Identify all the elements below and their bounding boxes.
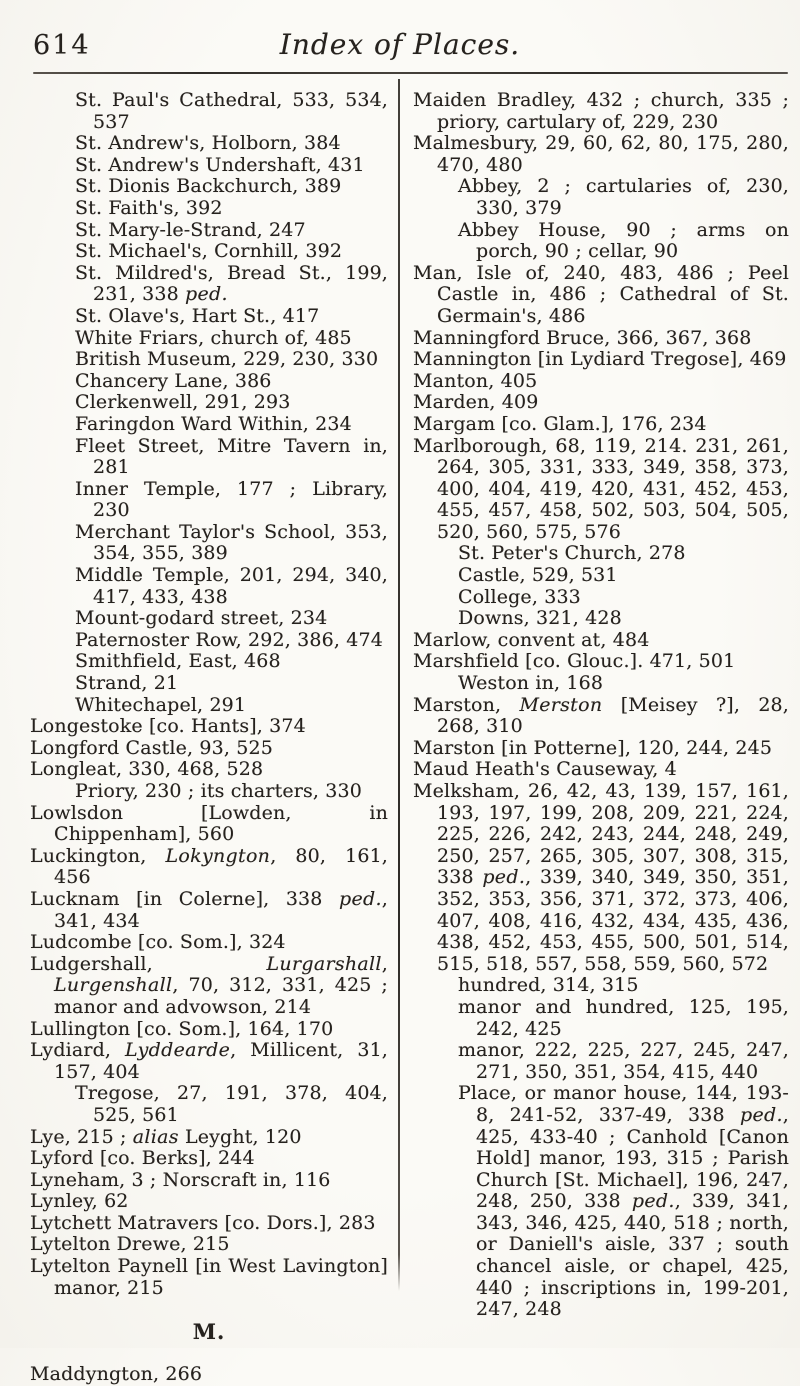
index-entry: St. Faith's, 392 (75, 196, 223, 219)
index-entry: Whitechapel, 291 (75, 693, 247, 716)
index-entry: Longford Castle, 93, 525 (30, 736, 273, 759)
index-entry: St. Paul's Cathedral, 533, 534, 537 (75, 89, 388, 133)
index-entry: Weston in, 168 (458, 672, 604, 695)
index-entry: White Friars, church of, 485 (75, 326, 352, 349)
index-entry: Lytelton Drewe, 215 (30, 1233, 230, 1256)
index-entry: Tregose, 27, 191, 378, 404, 525, 561 (75, 1082, 388, 1126)
index-column-right (413, 90, 789, 1321)
index-entry: Ludgershall, Lurgarshall, Lurgenshall, 70, 312, 331, 425 ; manor and advowson, 214 (30, 952, 388, 1018)
index-entry: Lucknam [in Colerne], 338 ped., 341, 434 (30, 887, 388, 932)
index-entry: Lye, 215 ; alias Leyght, 120 (30, 1125, 302, 1148)
index-entry: College, 333 (458, 585, 581, 608)
index-entry: Inner Temple, 177 ; Library, 230 (75, 477, 388, 522)
index-entry: Castle, 529, 531 (458, 564, 618, 587)
index-entry: Clerkenwell, 291, 293 (75, 391, 291, 414)
index-entry: Margam [co. Glam.], 176, 234 (413, 412, 707, 435)
page-number: 614 (33, 30, 91, 61)
index-column-left (30, 90, 388, 1386)
index-entry: St. Michael's, Cornhill, 392 (75, 240, 343, 263)
index-entry: Maud Heath's Causeway, 4 (413, 758, 677, 781)
index-entry: Longleat, 330, 468, 528 (30, 758, 264, 781)
index-entry: Lytelton Paynell [in West Lavington] manor, 215 (30, 1255, 388, 1299)
index-entry: Malmesbury, 29, 60, 62, 80, 175, 280, 470, 480 (413, 132, 789, 176)
index-entry: Abbey House, 90 ; arms on porch, 90 ; cellar, 90 (458, 218, 789, 263)
page-title: Index of Places. (279, 28, 521, 61)
index-entry: Marston, Merston [Meisey ?], 28, 268, 310 (413, 693, 789, 738)
index-entry: Marston [in Potterne], 120, 244, 245 (413, 736, 773, 759)
index-entry: Mount-godard street, 234 (75, 607, 328, 630)
index-entry: Lowlsdon [Lowden, in Chippenham], 560 (30, 801, 388, 846)
header-rule (33, 72, 788, 74)
index-entry: St. Mary-le-Strand, 247 (75, 218, 306, 241)
letter-heading: M. (192, 1319, 226, 1345)
column-divider (398, 79, 400, 1291)
index-entry: St. Dionis Backchurch, 389 (75, 175, 342, 198)
index-entry: Melksham, 26, 42, 43, 139, 157, 161, 193, 197, 199, 208, 209, 221, 224, 225, 226, 242, 243, 244, 248, 249, 250, 257, 265, 305, 307, 308, 315, 338 ped., 339, 340, 349, 350, 351, 352, 353, 356, 371, 372, 373, 406, 407, 408, 416, 432, 434, 435, 436, 438, 452, 453, 455, 500, 501, 514, 515, 518, 557, 558, 559, 560, 572 (413, 780, 789, 975)
index-entry: St. Andrew's, Holborn, 384 (75, 132, 341, 155)
index-entry: Middle Temple, 201, 294, 340, 417, 433, 438 (75, 564, 388, 608)
index-entry: Marlow, convent at, 484 (413, 628, 650, 651)
index-entry: Smithfield, East, 468 (75, 650, 281, 673)
index-entry: Place, or manor house, 144, 193-8, 241-52, 337-49, 338 ped., 425, 433-40 ; Canhold [Canon Hold] manor, 193, 315 ; Parish Church [St. Michael], 196, 247, 248, 250, 338 ped., 339, 341, 343, 346, 425, 440, 518 ; north, or Daniell's aisle, 337 ; south chancel aisle, or chapel, 425, 440 ; inscriptions in, 199-201, 247, 248 (458, 1082, 789, 1321)
index-entry: Lullington [co. Som.], 164, 170 (30, 1017, 334, 1040)
index-entry: St. Andrew's Undershaft, 431 (75, 153, 365, 176)
index-entry: Manningford Bruce, 366, 367, 368 (413, 326, 752, 349)
index-entry: Lydiard, Lyddearde, Millicent, 31, 157, 404 (30, 1039, 389, 1083)
index-entry: Merchant Taylor's School, 353, 354, 355, 389 (75, 520, 388, 565)
index-entry: Ludcombe [co. Som.], 324 (30, 931, 286, 954)
index-entry: Luckington, Lokyngton, 80, 161, 456 (30, 844, 388, 889)
index-entry: Manton, 405 (413, 369, 538, 392)
index-entry: St. Olave's, Hart St., 417 (75, 304, 320, 327)
index-entry: British Museum, 229, 230, 330 (75, 348, 379, 371)
index-entry: manor and hundred, 125, 195, 242, 425 (458, 995, 789, 1040)
index-entry: Fleet Street, Mitre Tavern in, 281 (75, 434, 388, 479)
index-entry: Maiden Bradley, 432 ; church, 335 ; priory, cartulary of, 229, 230 (413, 89, 789, 133)
index-entry: Lyneham, 3 ; Norscraft in, 116 (30, 1168, 331, 1191)
index-entry: Marshfield [co. Glouc.]. 471, 501 (413, 650, 736, 673)
index-entry: Longestoke [co. Hants], 374 (30, 715, 306, 738)
index-entry: Lytchett Matravers [co. Dors.], 283 (30, 1211, 376, 1234)
index-entry: Maddyngton, 266 (30, 1363, 203, 1386)
index-entry: Paternoster Row, 292, 386, 474 (75, 628, 383, 651)
index-entry: Man, Isle of, 240, 483, 486 ; Peel Castle in, 486 ; Cathedral of St. Germain's, 486 (413, 261, 789, 327)
index-entry: Lyford [co. Berks], 244 (30, 1147, 255, 1170)
index-entry: Abbey, 2 ; cartularies of, 230, 330, 379 (458, 175, 789, 219)
index-entry: St. Peter's Church, 278 (458, 542, 686, 565)
index-entry: manor, 222, 225, 227, 245, 247, 271, 350, 351, 354, 415, 440 (458, 1039, 789, 1083)
index-entry: Priory, 230 ; its charters, 330 (75, 780, 362, 802)
index-entry: Marlborough, 68, 119, 214. 231, 261, 264, 305, 331, 333, 349, 358, 373, 400, 404, 419, 420, 431, 452, 453, 455, 457, 458, 502, 503, 504, 505, 520, 560, 575, 576 (413, 434, 789, 543)
index-entry: Strand, 21 (75, 672, 179, 695)
index-entry: Downs, 321, 428 (458, 607, 622, 630)
index-entry: hundred, 314, 315 (458, 974, 639, 997)
index-entry: Chancery Lane, 386 (75, 369, 272, 392)
index-entry: Mannington [in Lydiard Tregose], 469 (413, 348, 787, 371)
index-entry: St. Mildred's, Bread St., 199, 231, 338 ped. (75, 261, 388, 306)
index-entry: Lynley, 62 (30, 1190, 129, 1213)
index-entry: Faringdon Ward Within, 234 (75, 412, 352, 435)
index-entry: Marden, 409 (413, 391, 539, 414)
